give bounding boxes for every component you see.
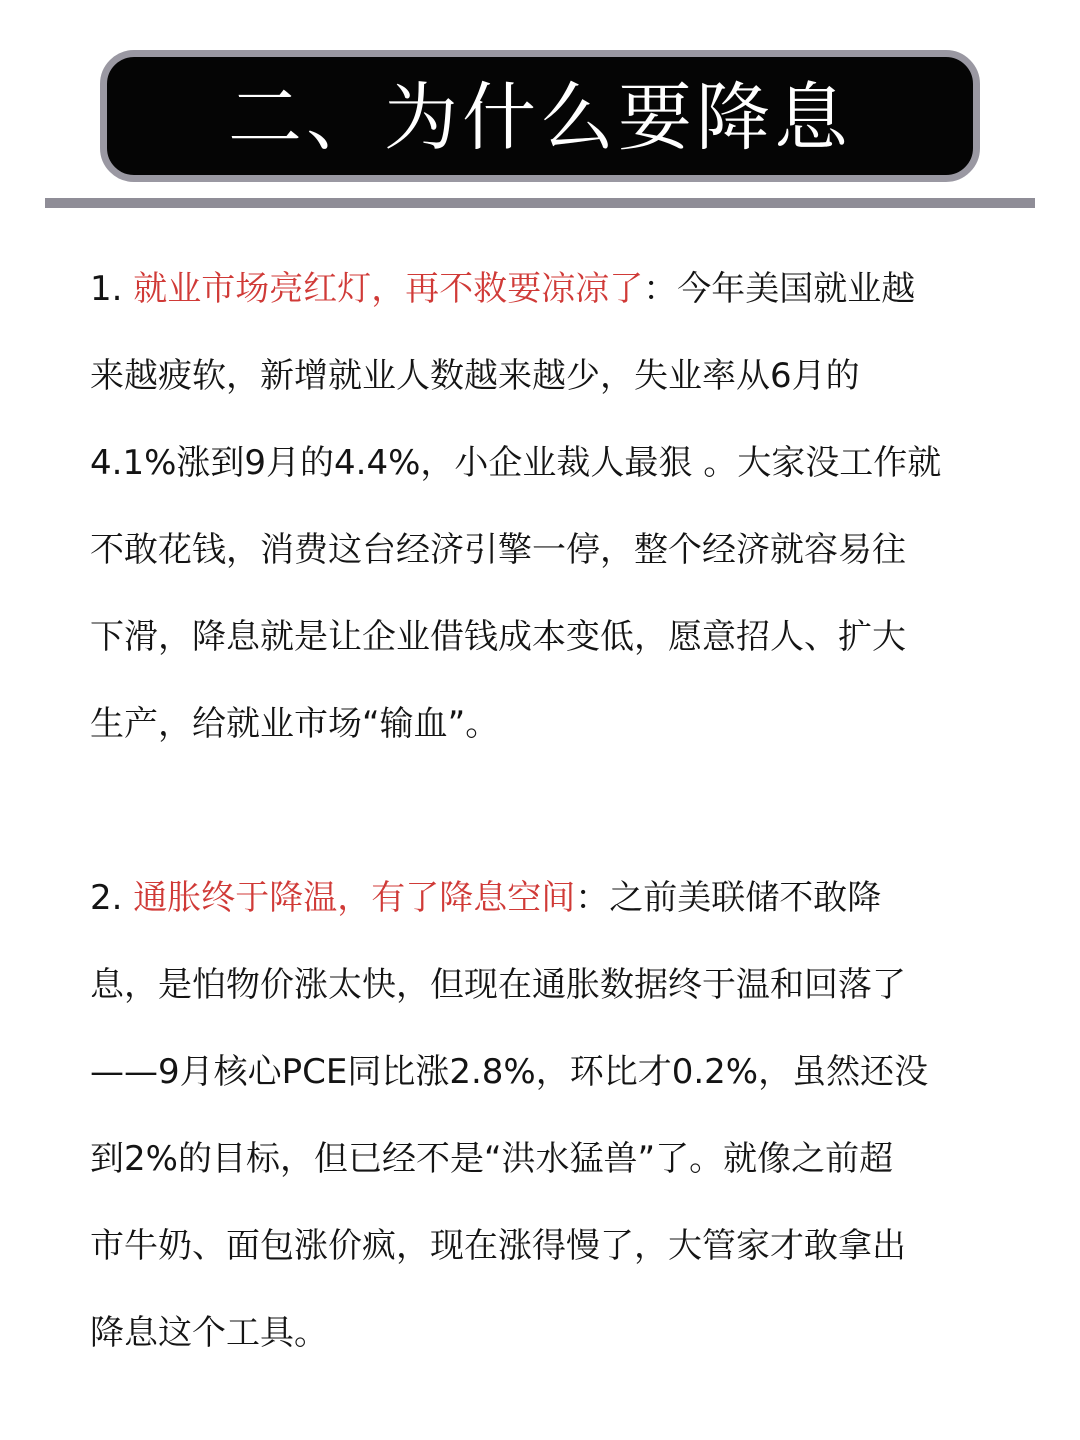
section-2-line-2: 息，是怕物价涨太快，但现在通胀数据终于温和回落了	[90, 965, 906, 1005]
title-banner	[100, 50, 980, 182]
section-1	[90, 246, 990, 768]
section-1-number: 1.	[90, 269, 123, 309]
section-2-line-6: 降息这个工具。	[90, 1313, 328, 1353]
section-2-paragraph	[90, 855, 990, 1377]
section-2-line-1	[90, 855, 990, 942]
section-1-line-4: 不敢花钱，消费这台经济引擎一停，整个经济就容易往	[90, 530, 906, 570]
divider	[45, 198, 1035, 208]
section-2-number: 2.	[90, 878, 123, 918]
section-2-line-3: ——9月核心PCE同比涨2.8%，环比才0.2%，虽然还没	[90, 1052, 929, 1092]
section-2-heading: 通胀终于降温，有了降息空间	[133, 878, 576, 918]
section-2-line-4: 到2%的目标，但已经不是“洪水猛兽”了。就像之前超	[90, 1139, 894, 1179]
page-title: 二、为什么要降息	[228, 75, 852, 161]
section-1-paragraph	[90, 246, 990, 768]
section-2	[90, 855, 990, 1377]
section-1-heading: 就业市场亮红灯，再不救要凉凉了	[133, 269, 644, 309]
section-2-line-5: 市牛奶、面包涨价疯，现在涨得慢了，大管家才敢拿出	[90, 1226, 906, 1266]
section-2-text-1: ：之前美联储不敢降	[575, 878, 882, 918]
section-1-text-1: ：今年美国就业越	[643, 269, 916, 309]
section-1-line-6: 生产，给就业市场“输血”。	[90, 704, 500, 744]
section-1-line-3: 4.1%涨到9月的4.4%，小企业裁人最狠 。大家没工作就	[90, 443, 942, 483]
section-1-line-2: 来越疲软，新增就业人数越来越少，失业率从6月的	[90, 356, 860, 396]
section-1-line-5: 下滑，降息就是让企业借钱成本变低，愿意招人、扩大	[90, 617, 906, 657]
section-1-line-1	[90, 246, 990, 333]
